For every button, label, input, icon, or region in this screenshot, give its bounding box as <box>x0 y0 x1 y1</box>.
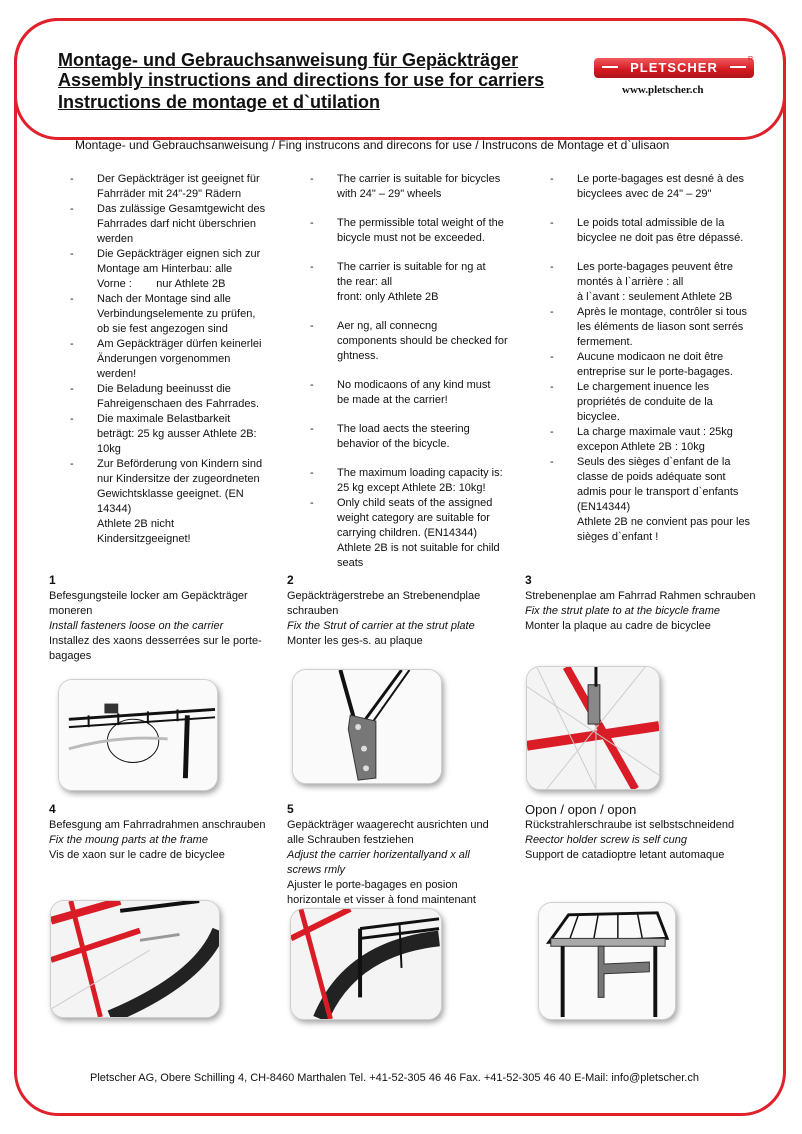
step-text-french: Vis de xaon sur le cadre de bicyclee <box>49 849 225 861</box>
line: 10kg <box>97 443 121 455</box>
pletscher-logo-icon: PLETSCHER <box>594 58 754 78</box>
line: Athlete 2B is not suitable for child <box>337 542 500 554</box>
line: Fahrräder mit 24"-29" Rädern <box>97 188 242 200</box>
step-text-english: Install fasteners loose on the carrier <box>49 620 224 632</box>
list-item <box>66 202 274 247</box>
list-item <box>66 457 274 547</box>
list-item <box>306 216 516 246</box>
step-text-french: Monter les ges-s. au plaque <box>287 635 423 647</box>
line: - Die maximale Belastbarkeit <box>97 413 231 425</box>
step-2 <box>287 573 517 649</box>
line: Gewichtsklasse geeignet. (EN <box>97 488 244 500</box>
line: 14344) <box>97 503 132 515</box>
list-item <box>306 466 516 496</box>
list-item <box>306 319 516 364</box>
line: werden <box>97 233 134 245</box>
step-option <box>525 802 765 863</box>
line: werden! <box>97 368 137 380</box>
step-text-german: Befesgung am Fahrradrahmen anschrauben <box>49 819 266 831</box>
frame-plate-photo <box>526 666 660 790</box>
reflector-holder-photo <box>538 902 676 1020</box>
list-item <box>546 455 761 545</box>
list-item <box>546 260 761 305</box>
line: - Das zulässige Gesamtgewicht des <box>97 203 266 215</box>
strut-plate-photo <box>292 669 442 784</box>
line: with 24" – 29" wheels <box>337 188 442 200</box>
line: - Après le montage, contrôler si tous <box>577 306 747 318</box>
line: - Only child seats of the assigned <box>337 497 493 509</box>
line: fermement. <box>577 336 633 348</box>
list-item <box>546 380 761 425</box>
line: weight category are suitable for <box>337 512 490 524</box>
step-3 <box>525 573 765 634</box>
step-4 <box>49 802 277 863</box>
list-item <box>546 216 761 246</box>
line: - No modicaons of any kind must <box>337 379 491 391</box>
line: excepon Athlete 2B : 10kg <box>577 441 705 453</box>
line: - La charge maximale vaut : 25kg <box>577 426 733 438</box>
step-text-english: Reector holder screw is self cung <box>525 834 688 846</box>
line: ob sie fest angezogen sind <box>97 323 228 335</box>
line: - Zur Beförderung von Kindern sind <box>97 458 263 470</box>
line: propriétés de conduite de la <box>577 396 713 408</box>
line: Montage am Hinterbau: alle <box>97 263 233 275</box>
website-url[interactable]: www.pletscher.ch <box>622 84 704 96</box>
line: - Aucune modicaon ne doit être <box>577 351 724 363</box>
list-item <box>66 247 274 292</box>
english-column <box>306 172 516 571</box>
line: - Aer ng, all connecng <box>337 320 438 332</box>
page-subtitle: Montage- und Gebrauchsanweisung / Fing instrucons and direcons for use / Instrucons de Montage et d`ulisaon <box>75 138 670 152</box>
list-item <box>306 496 516 571</box>
line: - Le poids total admissible de la <box>577 217 725 229</box>
line: sièges d`enfant ! <box>577 531 659 543</box>
step-text-german: Gepäckträgerstrebe an Strebenendplae schrauben <box>287 590 481 617</box>
line: Kindersitzgeeignet! <box>97 533 191 545</box>
step-text-german: Rückstrahlerschraube ist selbstschneidend <box>525 819 735 831</box>
step-text-german: Gepäckträger waagerecht ausrichten und alle Schrauben festziehen <box>287 819 489 846</box>
line: - Nach der Montage sind alle <box>97 293 231 305</box>
line: Änderungen vorgenommen <box>97 353 231 365</box>
list-item <box>66 172 274 202</box>
french-column <box>546 172 761 545</box>
carrier-mount-photo <box>58 679 218 791</box>
step-number: 1 <box>49 573 56 587</box>
line: - Am Gepäckträger dürfen keinerlei <box>97 338 262 350</box>
line: bicyclees avec de 24" – 29" <box>577 188 712 200</box>
step-text-french: Installez des xaons desserrées sur le porte-bagages <box>49 635 262 662</box>
line: entreprise sur le porte-bagages. <box>577 366 733 378</box>
line: components should be checked for <box>337 335 508 347</box>
list-item <box>66 412 274 457</box>
line: Vorne : nur Athlete 2B <box>97 278 226 290</box>
line: - The carrier is suitable for ng at <box>337 261 486 273</box>
step-number: 3 <box>525 573 532 587</box>
line: bicycle must not be exceeded. <box>337 232 485 244</box>
list-item <box>306 260 516 305</box>
step-5 <box>287 802 497 908</box>
step-text-french: Support de catadioptre letant automaque <box>525 849 725 861</box>
title-french: Instructions de montage et d`utilation <box>58 92 381 112</box>
line: (EN14344) <box>577 501 631 513</box>
german-column <box>66 172 274 547</box>
footer-contact: Pletscher AG, Obere Schilling 4, CH-8460 Marthalen Tel. +41-52-305 46 46 Fax. +41-52-305 46 40 E-Mail: info@pletscher.ch <box>90 1072 699 1084</box>
line: behavior of the bicycle. <box>337 438 450 450</box>
line: - The maximum loading capacity is: <box>337 467 503 479</box>
list-item <box>306 172 516 202</box>
step-number: 4 <box>49 802 56 816</box>
frame-mount-photo <box>50 900 220 1018</box>
line: - Die Gepäckträger eignen sich zur <box>97 248 261 260</box>
line: montés à l`arrière : all <box>577 276 684 288</box>
line: carrying children. (EN14344) <box>337 527 478 539</box>
line: - Les porte-bagages peuvent être <box>577 261 733 273</box>
line: - The permissible total weight of the <box>337 217 504 229</box>
line: - Die Beladung beeinusst die <box>97 383 231 395</box>
line: Fahrrades darf nicht überschrien <box>97 218 256 230</box>
list-item <box>66 292 274 337</box>
line: les éléments de liason sont serrés <box>577 321 744 333</box>
step-text-german: Befesgungsteile locker am Gepäckträger moneren <box>49 590 248 617</box>
line: bicyclee. <box>577 411 620 423</box>
registered-mark: R <box>748 56 754 63</box>
line: - Le chargement inuence les <box>577 381 710 393</box>
line: bicyclee ne doit pas être dépassé. <box>577 232 744 244</box>
line: - Seuls des sièges d`enfant de la <box>577 456 731 468</box>
step-text-french: Monter la plaque au cadre de bicyclee <box>525 620 711 632</box>
list-item <box>546 172 761 202</box>
list-item <box>546 305 761 350</box>
line: - Der Gepäckträger ist geeignet für <box>97 173 260 185</box>
step-text-french: Ajuster le porte-bagages en posion horizontale et visser à fond maintenant <box>287 879 476 906</box>
line: Fahreigenschaen des Fahrrades. <box>97 398 260 410</box>
line: seats <box>337 557 364 569</box>
step-text-english: Fix the moung parts at the frame <box>49 834 208 846</box>
line: classe de poids adéquate sont <box>577 471 726 483</box>
title-german: Montage- und Gebrauchsanweisung für Gepäckträger <box>58 50 519 70</box>
list-item <box>66 337 274 382</box>
step-number: 2 <box>287 573 294 587</box>
title-english: Assembly instructions and directions for use for carriers <box>58 70 545 90</box>
list-item <box>306 378 516 408</box>
line: 25 kg except Athlete 2B: 10kg! <box>337 482 486 494</box>
step-number: 5 <box>287 802 294 816</box>
line: ghtness. <box>337 350 379 362</box>
step-text-german: Strebenenplae am Fahrrad Rahmen schrauben <box>525 590 756 602</box>
line: Athlete 2B ne convient pas pour les <box>577 516 751 528</box>
list-item <box>546 425 761 455</box>
list-item <box>306 422 516 452</box>
line: à l`avant : seulement Athlete 2B <box>577 291 733 303</box>
line: be made at the carrier! <box>337 394 448 406</box>
line: front: only Athlete 2B <box>337 291 439 303</box>
list-item <box>66 382 274 412</box>
line: - Le porte-bagages est desné à des <box>577 173 744 185</box>
carrier-level-photo <box>290 908 442 1020</box>
line: - The carrier is suitable for bicycles <box>337 173 501 185</box>
line: Verbindungselemente zu prüfen, <box>97 308 256 320</box>
line: beträgt: 25 kg ausser Athlete 2B: <box>97 428 257 440</box>
step-number: Opon / opon / opon <box>525 802 637 817</box>
line: admis pour le transport d`enfants <box>577 486 739 498</box>
line: nur Kindersitze der zugeordneten <box>97 473 260 485</box>
list-item <box>546 350 761 380</box>
step-1 <box>49 573 277 664</box>
line: the rear: all <box>337 276 393 288</box>
step-text-english: Adjust the carrier horizentallyand x all screws rmly <box>287 849 470 876</box>
step-text-english: Fix the strut plate to at the bicycle frame <box>525 605 721 617</box>
line: Athlete 2B nicht <box>97 518 175 530</box>
line: - The load aects the steering <box>337 423 470 435</box>
step-text-english: Fix the Strut of carrier at the strut plate <box>287 620 475 632</box>
